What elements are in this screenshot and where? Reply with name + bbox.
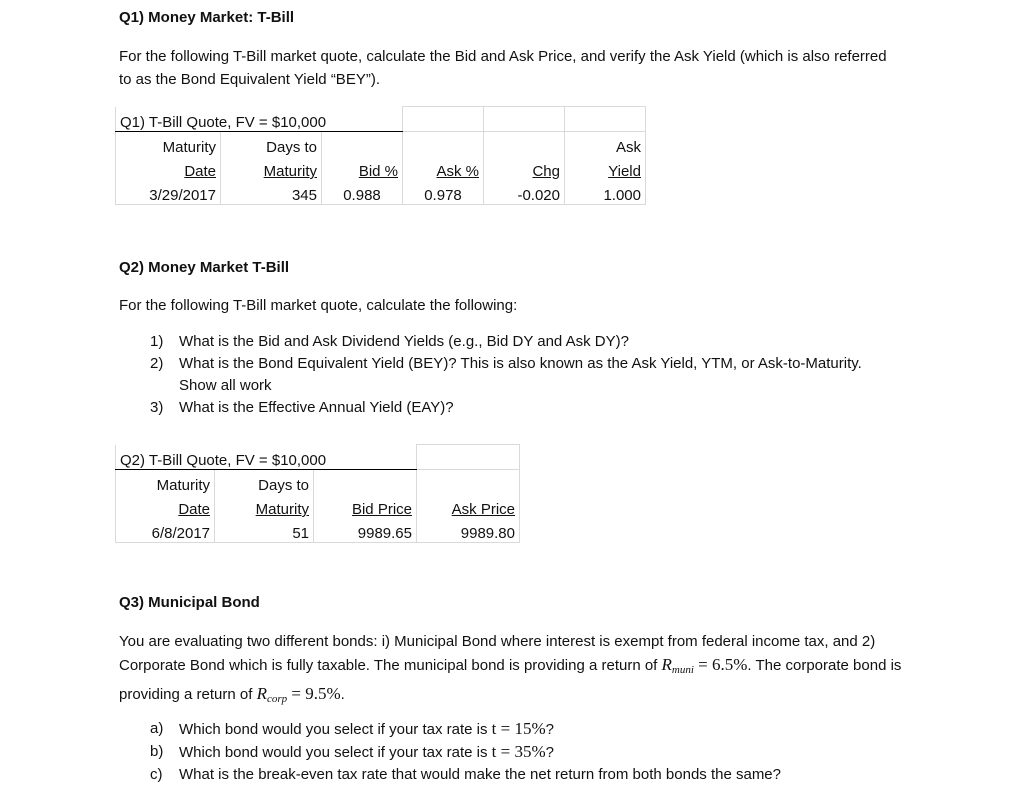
q1-data-cell: 345 xyxy=(221,180,322,205)
q2-data-cell: 9989.65 xyxy=(314,518,417,543)
q2-header-cell: Ask Price xyxy=(417,494,520,518)
q1-header-cell: Yield xyxy=(565,156,646,180)
list-item xyxy=(119,397,879,419)
list-marker: 2) xyxy=(150,355,164,372)
tax-rate-formula: t = 15% xyxy=(491,719,546,738)
q2-header-cell: Maturity xyxy=(116,470,215,495)
q1-data-cell: -0.020 xyxy=(484,180,565,205)
list-item-text: What is the Bid and Ask Dividend Yields (e.g., Bid DY and Ask DY)? xyxy=(179,333,629,350)
list-item xyxy=(119,331,879,353)
q1-header-cell: Days to xyxy=(221,132,322,157)
q2-heading: Q2) Money Market T-Bill xyxy=(119,259,290,276)
q1-table-title: Q1) T-Bill Quote, FV = $10,000 xyxy=(116,107,403,132)
q1-quote-table xyxy=(115,106,646,205)
list-item-text: What is the Bond Equivalent Yield (BEY)? This is also known as the Ask Yield, YTM, or Ask-to-Maturity. Show all work xyxy=(179,355,862,394)
q1-header-cell: Maturity xyxy=(221,156,322,180)
q3-paragraph-text: . The corporate bond is providing a return of xyxy=(119,657,902,703)
list-item-text: Which bond would you select if your tax rate is xyxy=(179,744,488,761)
list-item xyxy=(119,718,909,741)
q2-data-cell: 6/8/2017 xyxy=(116,518,215,543)
q1-heading: Q1) Money Market: T-Bill xyxy=(119,9,295,26)
q1-data-cell: 3/29/2017 xyxy=(116,180,221,205)
list-marker: b) xyxy=(150,743,164,760)
list-marker: 3) xyxy=(150,399,164,416)
list-marker: a) xyxy=(150,720,164,737)
r-corp-formula: $R_{corp} = 9.5\%$ xyxy=(256,684,341,705)
q1-header-cell xyxy=(403,132,484,157)
list-item-text: What is the break-even tax rate that would make the net return from both bonds the same? xyxy=(179,766,781,783)
q1-data-cell: 0.978 xyxy=(403,180,484,205)
list-marker: 1) xyxy=(150,333,164,350)
q1-header-cell xyxy=(322,132,403,157)
q2-header-cell xyxy=(417,470,520,495)
q1-data-cell: 0.988 xyxy=(322,180,403,205)
q1-header-cell: Date xyxy=(116,156,221,180)
list-item xyxy=(119,353,879,397)
list-item-text: What is the Effective Annual Yield (EAY)? xyxy=(179,399,454,416)
q1-data-cell: 1.000 xyxy=(565,180,646,205)
q1-header-cell: Chg xyxy=(484,156,565,180)
q1-header-cell: Ask xyxy=(565,132,646,157)
q2-header-cell: Days to xyxy=(215,470,314,495)
list-item xyxy=(119,741,909,764)
q1-table-title-blank xyxy=(484,107,565,132)
q2-table-title-blank xyxy=(417,445,520,470)
q1-header-cell: Maturity xyxy=(116,132,221,157)
list-item-end: ? xyxy=(545,721,554,738)
q3-question-list xyxy=(119,718,909,786)
r-muni-formula: $R_{muni} = 6.5\%$ xyxy=(661,655,748,676)
list-marker: c) xyxy=(150,766,163,783)
q1-table-title-blank xyxy=(403,107,484,132)
q2-header-cell: Date xyxy=(116,494,215,518)
q3-heading: Q3) Municipal Bond xyxy=(119,594,260,611)
q2-quote-table xyxy=(115,444,520,543)
q3-paragraph-text: You are evaluating two different bonds: i) Municipal Bond where interest is exempt from federal income tax, and 2) Corporate Bond which is fully taxable. The municipal bond is providing a return of xyxy=(119,633,876,674)
q1-header-cell: Ask % xyxy=(403,156,484,180)
q2-header-cell: Bid Price xyxy=(314,494,417,518)
tax-rate-formula: t = 35% xyxy=(491,742,546,761)
q1-header-cell xyxy=(484,132,565,157)
q2-paragraph: For the following T-Bill market quote, calculate the following: xyxy=(119,297,518,314)
q2-question-list xyxy=(119,331,879,419)
list-item xyxy=(119,764,909,786)
q2-header-cell: Maturity xyxy=(215,494,314,518)
q1-paragraph: For the following T-Bill market quote, calculate the Bid and Ask Price, and verify the Ask Yield (which is also referred to as the Bond Equivalent Yield “BEY”). xyxy=(119,48,887,88)
q2-header-cell xyxy=(314,470,417,495)
q1-header-cell: Bid % xyxy=(322,156,403,180)
q2-data-cell: 9989.80 xyxy=(417,518,520,543)
q1-table-title-blank xyxy=(565,107,646,132)
q3-paragraph xyxy=(119,630,904,711)
list-item-text: Which bond would you select if your tax rate is xyxy=(179,721,488,738)
q3-paragraph-text: . xyxy=(340,686,345,703)
q2-data-cell: 51 xyxy=(215,518,314,543)
list-item-end: ? xyxy=(545,744,554,761)
q2-table-title: Q2) T-Bill Quote, FV = $10,000 xyxy=(116,445,417,470)
